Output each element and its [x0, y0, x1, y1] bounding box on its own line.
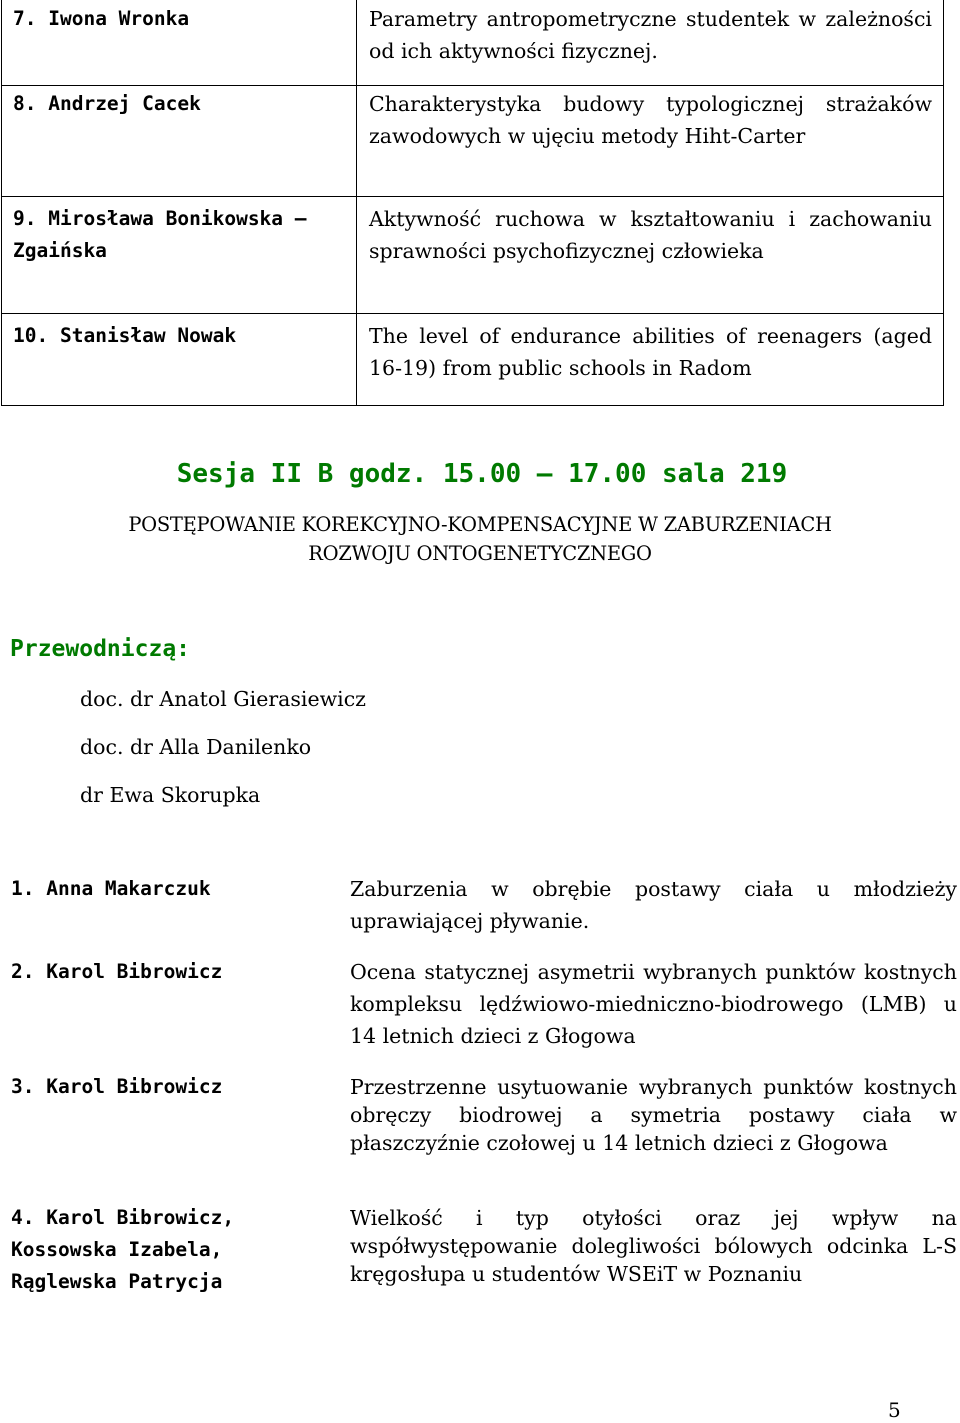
table-row-title: Parametry antropometryczne studentek w zależności od ich aktywności fizycznej. — [369, 7, 932, 63]
table-column-divider — [356, 0, 357, 405]
session-topic-line: ROZWOJU ONTOGENETYCZNEGO — [308, 542, 652, 565]
page-number: 5 — [888, 1398, 901, 1422]
presentation-title: Wielkość i typ otyłości oraz jej wpływ na współwystępowanie dolegliwości bólowych odcinka L-S kręgosłupa u studentów WSEiT w Poznaniu — [350, 1206, 957, 1286]
presentation-title: Zaburzenia w obrębie postawy ciała u młodzieży uprawiającej pływanie. — [350, 877, 957, 933]
chair-name: dr Ewa Skorupka — [80, 783, 261, 807]
presentations-table — [1, 0, 944, 406]
table-row-author: 9. Mirosława Bonikowska – Zgaińska — [13, 207, 307, 262]
table-row-divider — [2, 313, 943, 314]
table-row-divider — [2, 196, 943, 197]
presentation-title: Ocena statycznej asymetrii wybranych punktów kostnych kompleksu lędźwiowo-miedniczno-biodrowego (LMB) u 14 letnich dzieci z Głogowa — [350, 960, 957, 1048]
table-row-author: 7. Iwona Wronka — [13, 7, 190, 30]
presentation-author: 2. Karol Bibrowicz — [11, 960, 223, 983]
session-heading: Sesja II B godz. 15.00 – 17.00 sala 219 — [176, 459, 788, 489]
table-row-title: Aktywność ruchowa w kształtowaniu i zachowaniu sprawności psychofizycznej człowieka — [369, 207, 932, 263]
table-row-author: 8. Andrzej Cacek — [13, 92, 201, 115]
presentation-author: 1. Anna Makarczuk — [11, 877, 211, 900]
table-row-divider — [2, 85, 943, 86]
chairs-heading: Przewodniczą: — [10, 636, 191, 662]
presentation-author: 4. Karol Bibrowicz, Kossowska Izabela, Rąglewska Patrycja — [11, 1206, 235, 1293]
table-row-author: 10. Stanisław Nowak — [13, 324, 237, 347]
table-row-title: The level of endurance abilities of reenagers (aged 16-19) from public schools in Radom — [369, 324, 932, 380]
session-topic — [0, 510, 960, 568]
chair-name: doc. dr Anatol Gierasiewicz — [80, 687, 366, 711]
presentation-title: Przestrzenne usytuowanie wybranych punktów kostnych obręczy biodrowej a symetria postawy ciała w płaszczyźnie czołowej u 14 letnich dzieci z Głogowa — [350, 1075, 957, 1155]
chair-name: doc. dr Alla Danilenko — [80, 735, 312, 759]
presentation-author: 3. Karol Bibrowicz — [11, 1075, 223, 1098]
session-topic-line: POSTĘPOWANIE KOREKCYJNO-KOMPENSACYJNE W ZABURZENIACH — [128, 513, 832, 536]
table-row-title: Charakterystyka budowy typologicznej strażaków zawodowych w ujęciu metody Hiht-Carter — [369, 92, 932, 148]
